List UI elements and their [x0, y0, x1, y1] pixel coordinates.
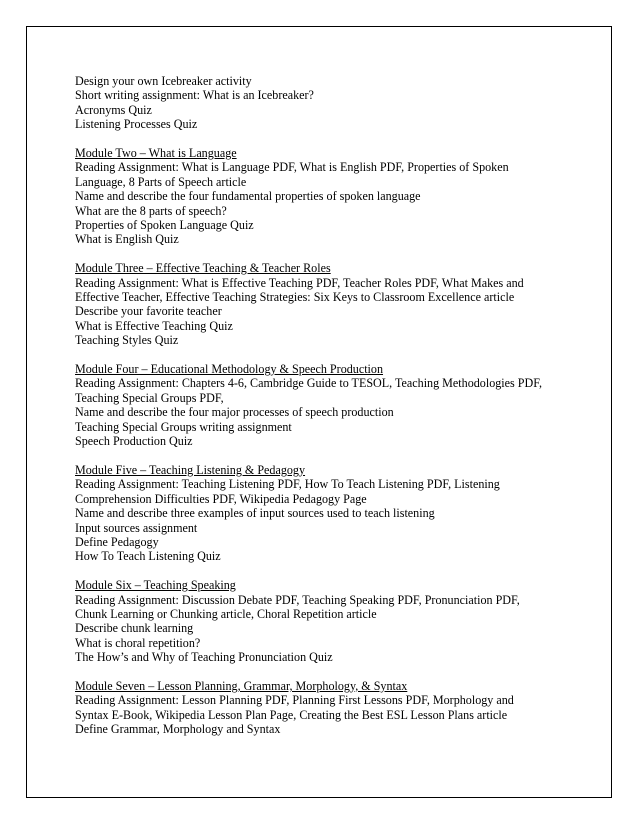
intro-section — [75, 74, 575, 132]
module-line: The How’s and Why of Teaching Pronunciation Quiz — [75, 650, 333, 665]
module-heading: Module Six – Teaching Speaking — [75, 578, 236, 593]
module-line: What is English Quiz — [75, 232, 179, 247]
module-line: Reading Assignment: What is Language PDF, What is English PDF, Properties of Spoken — [75, 160, 509, 175]
module-line: Reading Assignment: Chapters 4-6, Cambridge Guide to TESOL, Teaching Methodologies PDF, — [75, 376, 542, 391]
module-heading: Module Four – Educational Methodology & Speech Production — [75, 362, 384, 377]
module-line: Describe your favorite teacher — [75, 304, 222, 319]
module-line: Reading Assignment: Lesson Planning PDF, Planning First Lessons PDF, Morphology and — [75, 693, 514, 708]
document-body — [75, 74, 575, 737]
module-line: Properties of Spoken Language Quiz — [75, 218, 254, 233]
intro-line: Listening Processes Quiz — [75, 117, 198, 132]
section-gap — [75, 348, 575, 362]
module-line: Speech Production Quiz — [75, 434, 193, 449]
module-seven-section — [75, 679, 575, 737]
module-line: Reading Assignment: Teaching Listening PDF, How To Teach Listening PDF, Listening — [75, 477, 500, 492]
module-four-section — [75, 362, 575, 448]
module-line: Teaching Special Groups writing assignment — [75, 419, 292, 434]
section-gap — [75, 665, 575, 679]
module-line: Syntax E-Book, Wikipedia Lesson Plan Page, Creating the Best ESL Lesson Plans article — [75, 707, 508, 722]
section-gap — [75, 449, 575, 463]
intro-line: Short writing assignment: What is an Icebreaker? — [75, 88, 314, 103]
module-line: Name and describe the four major processes of speech production — [75, 405, 394, 420]
module-heading: Module Seven – Lesson Planning, Grammar, Morphology, & Syntax — [75, 678, 408, 693]
document-page — [26, 26, 612, 798]
section-gap — [75, 132, 575, 146]
module-line: Chunk Learning or Chunking article, Choral Repetition article — [75, 606, 377, 621]
module-line: What is choral repetition? — [75, 635, 201, 650]
module-five-section — [75, 463, 575, 564]
module-line: Describe chunk learning — [75, 621, 194, 636]
module-line: What are the 8 parts of speech? — [75, 203, 227, 218]
module-line: Effective Teacher, Effective Teaching Strategies: Six Keys to Classroom Excellence article — [75, 290, 515, 305]
module-two-section — [75, 146, 575, 247]
module-line: Comprehension Difficulties PDF, Wikipedia Pedagogy Page — [75, 491, 367, 506]
module-three-section — [75, 261, 575, 347]
module-heading: Module Two – What is Language — [75, 146, 237, 161]
section-gap — [75, 564, 575, 578]
intro-line: Acronyms Quiz — [75, 102, 152, 117]
module-line: How To Teach Listening Quiz — [75, 549, 221, 564]
module-heading: Module Five – Teaching Listening & Pedagogy — [75, 462, 306, 477]
module-line: Input sources assignment — [75, 520, 198, 535]
intro-line: Design your own Icebreaker activity — [75, 74, 252, 88]
module-line: What is Effective Teaching Quiz — [75, 318, 233, 333]
module-heading: Module Three – Effective Teaching & Teacher Roles — [75, 261, 331, 276]
module-line: Teaching Special Groups PDF, — [75, 390, 224, 405]
module-line: Reading Assignment: Discussion Debate PDF, Teaching Speaking PDF, Pronunciation PDF, — [75, 592, 520, 607]
module-line: Teaching Styles Quiz — [75, 333, 179, 348]
module-line: Language, 8 Parts of Speech article — [75, 174, 247, 189]
module-line: Name and describe the four fundamental properties of spoken language — [75, 189, 421, 204]
module-line: Define Grammar, Morphology and Syntax — [75, 722, 281, 737]
module-six-section — [75, 578, 575, 664]
module-line: Reading Assignment: What is Effective Teaching PDF, Teacher Roles PDF, What Makes and — [75, 275, 524, 290]
section-gap — [75, 247, 575, 261]
module-line: Define Pedagogy — [75, 534, 159, 549]
module-line: Name and describe three examples of input sources used to teach listening — [75, 506, 435, 521]
